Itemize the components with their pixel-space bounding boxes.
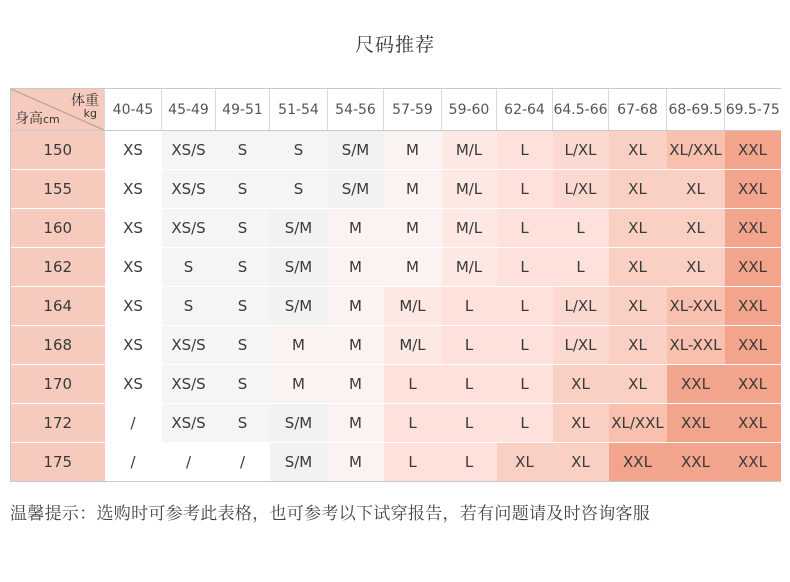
footer-tip: 温馨提示：选购时可参考此表格，也可参考以下试穿报告，若有问题请及时咨询客服 — [10, 504, 651, 524]
size-cell: S — [216, 404, 270, 443]
size-cell: M — [270, 326, 328, 365]
size-cell: XL — [609, 326, 667, 365]
weight-column-header: 54-56 — [328, 89, 384, 131]
size-cell: S/M — [328, 131, 384, 170]
size-cell: XL — [497, 443, 553, 482]
size-cell: M — [328, 365, 384, 404]
size-cell: L — [497, 365, 553, 404]
size-cell: S/M — [328, 170, 384, 209]
size-cell: XL — [553, 443, 609, 482]
size-cell: S/M — [270, 248, 328, 287]
size-cell: L — [384, 443, 442, 482]
size-cell: S — [162, 248, 216, 287]
size-cell: XXL — [725, 248, 781, 287]
height-axis-label — [15, 108, 60, 128]
size-cell: XL — [667, 170, 725, 209]
size-cell: S — [270, 170, 328, 209]
weight-column-header: 45-49 — [162, 89, 216, 131]
size-cell: XS — [105, 326, 162, 365]
size-cell: L/XL — [553, 287, 609, 326]
size-cell: M — [328, 404, 384, 443]
size-cell: / — [216, 443, 270, 482]
size-cell: S — [216, 131, 270, 170]
size-cell: M — [384, 248, 442, 287]
height-row-header: 168 — [11, 326, 105, 365]
size-cell: XS/S — [162, 209, 216, 248]
weight-header-row — [11, 89, 781, 131]
size-cell: S — [216, 365, 270, 404]
size-cell: XS/S — [162, 404, 216, 443]
table-row — [11, 170, 781, 209]
size-cell: L — [497, 248, 553, 287]
size-cell: S/M — [270, 443, 328, 482]
weight-column-header: 51-54 — [270, 89, 328, 131]
size-cell: XXL — [667, 365, 725, 404]
size-cell: L — [497, 209, 553, 248]
weight-column-header: 67-68 — [609, 89, 667, 131]
weight-column-header: 62-64 — [497, 89, 553, 131]
size-cell: XS — [105, 287, 162, 326]
table-row — [11, 248, 781, 287]
size-cell: XL — [609, 365, 667, 404]
weight-column-header: 68-69.5 — [667, 89, 725, 131]
size-cell: M — [328, 209, 384, 248]
size-cell: L — [497, 287, 553, 326]
weight-column-header: 64.5-66 — [553, 89, 609, 131]
size-cell: XL-XXL — [667, 326, 725, 365]
size-cell: XS — [105, 170, 162, 209]
size-cell: M/L — [442, 170, 497, 209]
table-row — [11, 131, 781, 170]
size-cell: M — [384, 131, 442, 170]
page-title: 尺码推荐 — [354, 34, 435, 56]
size-cell: L — [497, 170, 553, 209]
size-cell: XS/S — [162, 170, 216, 209]
size-cell: / — [105, 404, 162, 443]
table-row — [11, 326, 781, 365]
size-cell: XL — [609, 209, 667, 248]
size-cell: XXL — [725, 365, 781, 404]
size-cell: XS — [105, 131, 162, 170]
size-cell: XXL — [667, 443, 725, 482]
size-cell: M — [328, 287, 384, 326]
height-row-header: 160 — [11, 209, 105, 248]
size-cell: S/M — [270, 209, 328, 248]
height-row-header: 164 — [11, 287, 105, 326]
table-row — [11, 443, 781, 482]
table-row — [11, 404, 781, 443]
size-cell: S — [216, 170, 270, 209]
size-cell: L — [497, 326, 553, 365]
size-cell: L — [497, 404, 553, 443]
size-cell: M/L — [384, 326, 442, 365]
size-cell: / — [105, 443, 162, 482]
size-cell: M/L — [384, 287, 442, 326]
size-cell: XXL — [725, 443, 781, 482]
size-cell: XS/S — [162, 326, 216, 365]
size-cell: XL — [553, 404, 609, 443]
size-cell: L — [384, 404, 442, 443]
height-row-header: 170 — [11, 365, 105, 404]
size-cell: M — [328, 443, 384, 482]
size-chart-table — [10, 88, 781, 482]
table-row — [11, 365, 781, 404]
size-cell: L — [442, 365, 497, 404]
size-cell: XXL — [667, 404, 725, 443]
size-cell: XL/XXL — [667, 131, 725, 170]
size-cell: XS — [105, 248, 162, 287]
size-cell: L — [442, 443, 497, 482]
table-row — [11, 209, 781, 248]
weight-column-header: 40-45 — [105, 89, 162, 131]
size-cell: XL-XXL — [667, 287, 725, 326]
size-cell: L — [442, 287, 497, 326]
size-cell: XXL — [725, 131, 781, 170]
size-cell: L/XL — [553, 170, 609, 209]
size-cell: S — [270, 131, 328, 170]
height-row-header: 155 — [11, 170, 105, 209]
size-cell: S — [162, 287, 216, 326]
size-cell: XL — [609, 170, 667, 209]
size-cell: XXL — [725, 209, 781, 248]
size-cell: / — [162, 443, 216, 482]
size-cell: XXL — [725, 170, 781, 209]
size-cell: XL — [667, 248, 725, 287]
size-cell: M — [328, 326, 384, 365]
weight-unit-label: kg — [83, 107, 97, 120]
size-cell: L — [553, 209, 609, 248]
height-row-header: 175 — [11, 443, 105, 482]
table-row — [11, 287, 781, 326]
size-cell: S — [216, 326, 270, 365]
size-cell: M — [384, 170, 442, 209]
size-cell: XL — [667, 209, 725, 248]
size-cell: XXL — [609, 443, 667, 482]
header-corner-cell — [11, 89, 105, 131]
size-cell: XL/XXL — [609, 404, 667, 443]
size-cell: L/XL — [553, 326, 609, 365]
weight-column-header: 49-51 — [216, 89, 270, 131]
weight-axis-label: 体重 — [71, 93, 99, 109]
size-cell: M — [328, 248, 384, 287]
size-cell: L/XL — [553, 131, 609, 170]
height-row-header: 172 — [11, 404, 105, 443]
size-cell: M — [270, 365, 328, 404]
size-cell: L — [442, 326, 497, 365]
size-cell: S — [216, 209, 270, 248]
size-cell: XXL — [725, 287, 781, 326]
size-cell: S — [216, 248, 270, 287]
weight-column-header: 59-60 — [442, 89, 497, 131]
size-cell: XS/S — [162, 131, 216, 170]
size-cell: M/L — [442, 209, 497, 248]
size-cell: XS — [105, 365, 162, 404]
size-cell: XXL — [725, 404, 781, 443]
size-cell: S — [216, 287, 270, 326]
weight-column-header: 57-59 — [384, 89, 442, 131]
size-cell: L — [497, 131, 553, 170]
size-cell: XS/S — [162, 365, 216, 404]
height-label-text: 身高 — [15, 111, 43, 127]
size-cell: S/M — [270, 404, 328, 443]
size-cell: L — [553, 248, 609, 287]
size-cell: XS — [105, 209, 162, 248]
weight-column-header: 69.5-75 — [725, 89, 781, 131]
size-cell: XL — [553, 365, 609, 404]
size-cell: XL — [609, 287, 667, 326]
size-cell: L — [442, 404, 497, 443]
height-row-header: 162 — [11, 248, 105, 287]
size-cell: XXL — [725, 326, 781, 365]
size-cell: M/L — [442, 131, 497, 170]
size-cell: XL — [609, 131, 667, 170]
size-cell: M — [384, 209, 442, 248]
size-cell: L — [384, 365, 442, 404]
size-cell: S/M — [270, 287, 328, 326]
size-cell: M/L — [442, 248, 497, 287]
height-row-header: 150 — [11, 131, 105, 170]
height-unit-label: cm — [43, 113, 60, 126]
size-cell: XL — [609, 248, 667, 287]
